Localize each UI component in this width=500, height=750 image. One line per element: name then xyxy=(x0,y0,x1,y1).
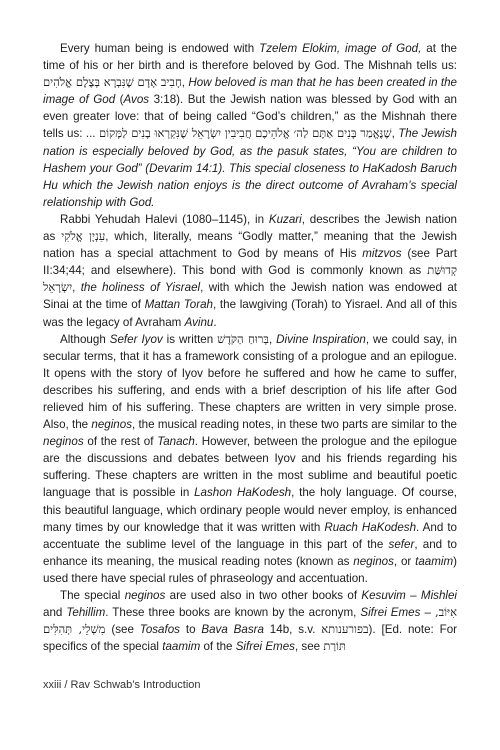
text-run: . And to accentuate the sublime level of the language in this part of the xyxy=(43,520,457,551)
text-run: 3:18). But the Jewish nation was blessed by God with an even greater love: that of being called “God’s children,” as the Mishnah there tells us: ... xyxy=(43,93,457,141)
italic-text: Kuzari xyxy=(268,212,302,226)
italic-text: Sifrei Emes xyxy=(235,640,295,654)
italic-text: Divine Inspiration xyxy=(276,332,366,346)
italic-text: Tanach xyxy=(157,435,195,449)
text-run: Although xyxy=(60,332,110,346)
text-run: , the holy language. Of course, this beautiful language, which ordinary people would never employ, is enhanced many times by our knowledge that it was written with xyxy=(43,486,457,534)
text-run: – xyxy=(420,606,435,620)
text-run: Rabbi Yehudah Halevi (1080–1145), in xyxy=(60,212,269,226)
text-run: ) used there have special rules of phraseology and accentuation. xyxy=(43,554,457,585)
italic-text: neginos xyxy=(124,589,166,602)
text-run: of the rest of xyxy=(83,435,158,449)
italic-text: the holiness of Yisrael xyxy=(80,281,201,295)
text-run: , or xyxy=(393,554,416,568)
text-run: , describes the Jewish nation as xyxy=(43,212,457,244)
italic-text: Bava Basra xyxy=(201,623,264,637)
text-run: , the musical reading notes, in these two parts are similar to the xyxy=(132,418,457,432)
text-run: The special xyxy=(60,589,125,602)
text-run: . These three books are known by the acronym, xyxy=(105,606,361,620)
italic-text: sefer xyxy=(388,537,415,551)
hebrew-text: חֲבִיבִין יִשְׂרָאֵל שֶׁנִּקְרְאוּ בָנִים לַמָּקוֹם xyxy=(98,126,252,141)
text-run: . However, between the prologue and the epilogue are the discussions and debates between Iyov and his friends regarding his suffering. These chapters are written in the most sublime and beautiful poetic language that is possible in xyxy=(43,435,457,500)
italic-text: The Jewish nation is especially beloved by God, as the pasuk states, “You are children to Hashem your God” (Devarim 14:1). This special closeness to HaKadosh Baruch Hu which the Jewish nation enjoys is the direct outcome of Avraham’s special relationship with God. xyxy=(43,127,457,209)
paragraph-tzelem-elokim xyxy=(43,40,457,211)
hebrew-text: שֶׁנֶּאֱמַר בָּנִים אַתֶּם לַה׳ אֱלֹהֵיכֶם xyxy=(255,126,392,141)
hebrew-text: בְּרוּחַ הַקֹּדֶשׁ xyxy=(217,331,269,346)
text-run: , xyxy=(181,76,189,90)
text-run: (see Part II:34;44; and elsewhere). This bond with God is commonly known as xyxy=(43,247,457,278)
italic-text: taamim xyxy=(415,554,454,568)
text-run: – xyxy=(405,589,421,602)
text-run: is written xyxy=(162,332,218,346)
italic-text: Sefer Iyov xyxy=(109,332,163,346)
paragraph-sifrei-emes xyxy=(43,587,457,655)
text-run: at the time of his or her birth and is therefore beloved by God. The Mishnah tells us: xyxy=(43,42,457,73)
hebrew-text: חָבִיב אָדָם שֶׁנִּבְרָא בְּצֶלֶם אֱלֹהִים xyxy=(43,75,182,90)
text-run: and xyxy=(43,606,67,620)
italic-text: Tzelem Elokim, image of God, xyxy=(259,42,422,55)
italic-text: neginos xyxy=(91,418,132,432)
text-run: ( xyxy=(115,93,124,107)
hebrew-text: קְדוּשַּׁת יִשְׂרָאֵל xyxy=(43,263,457,295)
body-text xyxy=(43,40,457,655)
text-run: , see xyxy=(294,640,324,654)
paragraph-kuzari xyxy=(43,211,457,331)
text-run: (see xyxy=(105,623,140,637)
page-footer: xxiii / Rav Schwab’s Introduction xyxy=(43,679,201,691)
hebrew-text: תּוֹרַת xyxy=(323,639,346,654)
text-run: Every human being is endowed with xyxy=(60,42,260,55)
italic-text: Tehillim xyxy=(66,606,106,620)
italic-text: Ruach HaKodesh xyxy=(324,520,417,534)
text-run: to xyxy=(179,623,202,637)
text-run: , the lawgiving (Torah) to Yisrael. And all of this was the legacy of Avraham xyxy=(43,298,458,329)
italic-text: Tosafos xyxy=(139,623,180,637)
italic-text: Kesuvim xyxy=(361,589,406,602)
text-run: ). [Ed. note: For specifics of the special xyxy=(43,623,458,654)
text-run: , which, literally, means “Godly matter,” meaning that the Jewish nation has a special attachment to God by means of His xyxy=(43,230,457,261)
text-run: of the xyxy=(200,640,236,654)
italic-text: Avinu xyxy=(184,315,214,329)
italic-text: taamim xyxy=(162,640,201,654)
text-run: , xyxy=(391,127,399,141)
hebrew-text: עִנְיָן אֱלֹקִי xyxy=(61,229,106,244)
text-run: , xyxy=(268,332,277,346)
paragraph-sefer-iyov xyxy=(43,331,457,587)
italic-text: Sifrei Emes xyxy=(360,606,421,620)
text-run: , and to enhance its meaning, the musical reading notes (known as xyxy=(43,537,457,568)
text-run: , with which the Jewish nation was endowed at Sinai at the time of xyxy=(43,281,457,312)
text-run: are used also in two other books of xyxy=(165,589,362,602)
hebrew-text: אִיּוֹב, מִשְׁלֵי, תְּהִלִּים xyxy=(43,605,457,637)
text-run: . xyxy=(213,315,217,329)
italic-text: mitzvos xyxy=(362,247,402,261)
text-run: , xyxy=(72,281,81,295)
italic-text: Lashon HaKodesh xyxy=(194,486,292,500)
text-run: 14b, s.v. xyxy=(263,623,322,637)
italic-text: neginos xyxy=(43,435,84,449)
italic-text: neginos xyxy=(353,554,394,568)
hebrew-text: בפורענותא xyxy=(321,622,369,637)
italic-text: Mishlei xyxy=(420,589,457,602)
italic-text: Avos xyxy=(123,93,150,107)
italic-text: Mattan Torah xyxy=(144,298,213,312)
italic-text: How beloved is man that he has been created in the image of God xyxy=(43,76,457,107)
text-run: , we could say, in secular terms, that it has a framework consisting of a prologue and an epilogue. It opens with the story of Iyov before he suffered and how he came to suffer, describes his suffering, and ends with a brief description of his life after God relieved him of his suffering. These chapters are written in very simple prose. Also, the xyxy=(43,332,457,432)
